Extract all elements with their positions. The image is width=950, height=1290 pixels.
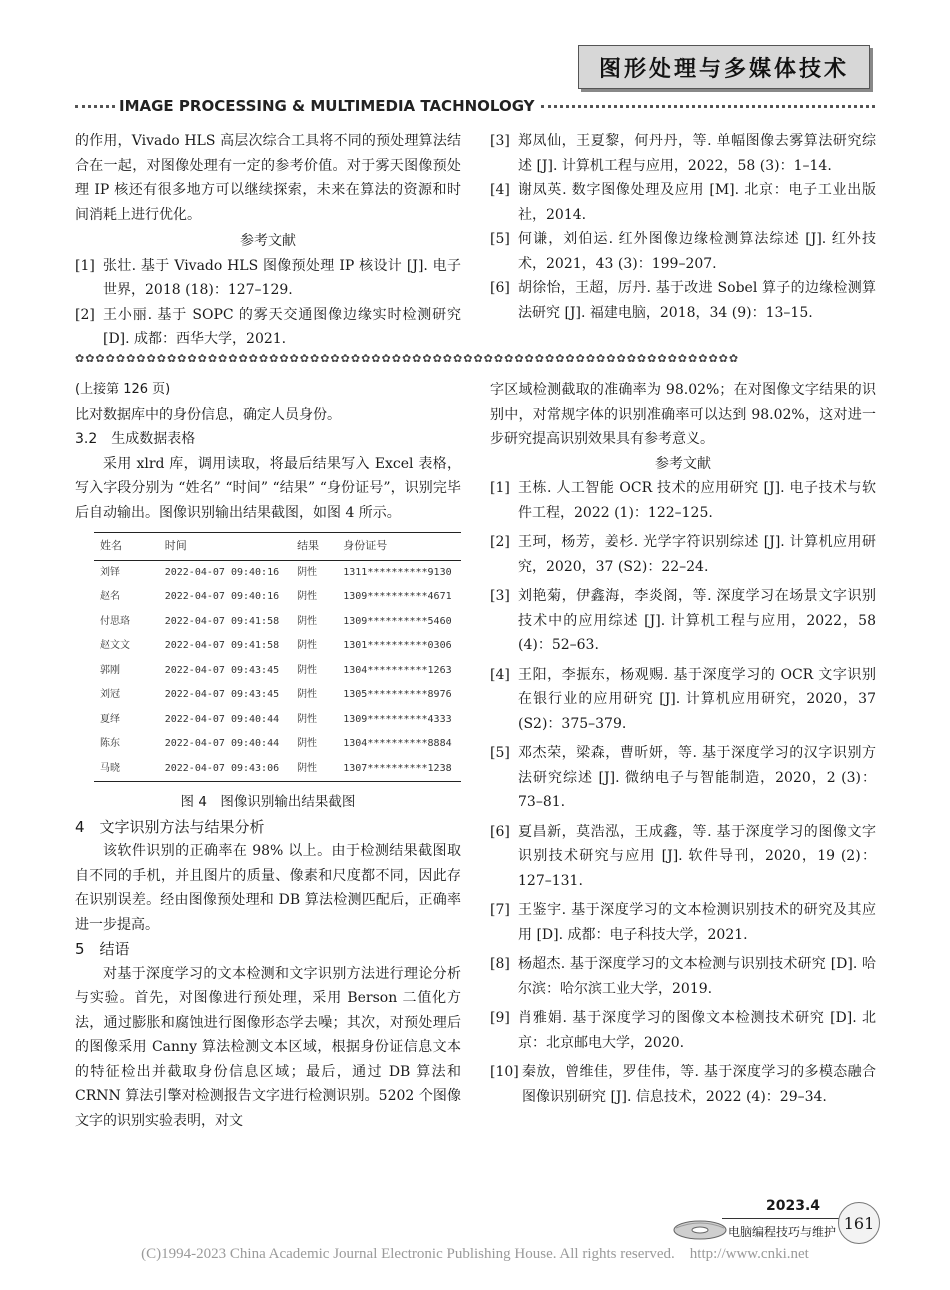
table-row xyxy=(94,560,461,585)
table-cell: 阴性 xyxy=(297,640,318,651)
table-row xyxy=(94,659,461,684)
table-row xyxy=(94,708,461,733)
reference-item: [6] 胡徐怡，王超，厉丹. 基于改进 Sobel 算子的边缘检测算法研究 [J]. 福建电脑，2018，34 (9)：13–15. xyxy=(490,280,876,321)
refs-title: 参考文献 xyxy=(655,455,711,472)
right-column xyxy=(490,378,876,1114)
column-header: 时间 xyxy=(159,533,291,561)
issue-date: 2023.4 xyxy=(766,1198,821,1214)
column-header: 结果 xyxy=(291,533,337,561)
table-cell: 阴性 xyxy=(297,713,318,725)
table-cell: 阴性 xyxy=(297,591,318,602)
reference-item: [2] 王珂，杨芳，姜杉. 光学字符识别综述 [J]. 计算机应用研究，2020，37 (S2)：22–24. xyxy=(490,534,876,575)
table-cell: 1304**********8884 xyxy=(343,738,452,749)
table-cell: 阴性 xyxy=(291,757,337,782)
top-right-column xyxy=(490,129,876,325)
table-cell: 2022-04-07 09:43:45 xyxy=(164,664,280,676)
reference-item: [1] 王栋. 人工智能 OCR 技术的应用研究 [J]. 电子技术与软件工程，2022 (1)：122–125. xyxy=(490,480,876,521)
table-cell: 刘冠 xyxy=(100,689,120,700)
table-cell: 阴性 xyxy=(297,615,318,627)
intro-text: 比对数据库中的身份信息，确定人员身份。 xyxy=(75,406,341,423)
column-header: 姓名 xyxy=(94,533,159,561)
reference-list xyxy=(490,476,876,1109)
top-left-column xyxy=(75,129,461,352)
table-cell: 2022-04-07 09:40:16 xyxy=(164,591,280,602)
header-dots-right xyxy=(541,105,875,108)
reference-item: [5] 何谦，刘伯运. 红外图像边缘检测算法综述 [J]. 红外技术，2021，43 (3)：199–207. xyxy=(490,231,876,272)
reference-item: [4] 谢凤英. 数字图像处理及应用 [M]. 北京：电子工业出版社，2014. xyxy=(490,182,876,223)
paragraph: 字区域检测截取的准确率为 98.02%；在对图像文字结果的识别中，对常规字体的识别准确率可以达到 98.02%，这对进一步研究提高识别效果具有参考意义。 xyxy=(490,382,876,447)
table-body xyxy=(94,560,461,782)
reference-item: [5] 邓杰荣，梁森，曹昕妍，等. 基于深度学习的汉字识别方法研究综述 [J]. 微纳电子与智能制造，2020，2 (3)：73–81. xyxy=(490,745,876,810)
table-cell: 阴性 xyxy=(297,689,318,700)
table-row xyxy=(94,683,461,708)
reference-item: [7] 王鉴宇. 基于深度学习的文本检测识别技术的研究及其应用 [D]. 成都：电子科技大学，2021. xyxy=(490,902,876,943)
table-cell: 1309**********4333 xyxy=(343,713,452,725)
disc-logo-icon xyxy=(672,1216,732,1242)
table-cell: 2022-04-07 09:43:06 xyxy=(159,757,291,782)
table-cell: 1307**********1238 xyxy=(337,757,461,782)
table-cell: 2022-04-07 09:40:44 xyxy=(164,713,280,725)
continued-note: (上接第 126 页) xyxy=(75,382,171,397)
reference-item: [9] 肖雅娟. 基于深度学习的图像文本检测技术研究 [D]. 北京：北京邮电大学，2020. xyxy=(490,1010,876,1051)
reference-item: [10] 秦放，曾维佳，罗佳伟，等. 基于深度学习的多模态融合图像识别研究 [J]. 信息技术，2022 (4)：29–34. xyxy=(490,1064,876,1105)
table-cell: 赵文文 xyxy=(100,640,130,651)
section-heading: 3.2 生成数据表格 xyxy=(75,431,196,447)
category-title: 图形处理与多媒体技术 xyxy=(578,45,870,89)
header-dots-left xyxy=(75,105,115,108)
table-cell: 2022-04-07 09:40:44 xyxy=(164,738,280,749)
table-cell: 刘铎 xyxy=(100,566,120,578)
paragraph: 该软件识别的正确率在 98% 以上。由于检测结果截图取自不同的手机，并且图片的质量、像素和尺度都不同，因此存在识别误差。经由图像预处理和 DB 算法检测匹配后，正确率进一步提高。 xyxy=(75,843,461,933)
section-heading: 5 结语 xyxy=(75,940,130,958)
results-table xyxy=(94,532,461,782)
table-cell: 陈东 xyxy=(100,738,120,749)
table-cell: 马晓 xyxy=(94,757,159,782)
footer-divider xyxy=(722,1218,842,1219)
table-cell: 2022-04-07 09:40:16 xyxy=(164,566,280,578)
table-row xyxy=(94,757,461,782)
table-cell: 付思珞 xyxy=(100,615,130,627)
table-cell: 1311**********9130 xyxy=(343,566,452,578)
section-heading: 4 文字识别方法与结果分析 xyxy=(75,817,265,836)
reference-item: [4] 王阳，李振东，杨观赐. 基于深度学习的 OCR 文字识别在银行业的应用研究 [J]. 计算机应用研究，2020，37 (S2)：375–379. xyxy=(490,666,876,732)
table-cell: 郭刚 xyxy=(100,664,120,676)
table-cell: 阴性 xyxy=(297,566,318,578)
table-row xyxy=(94,634,461,659)
table-cell: 赵名 xyxy=(100,591,120,602)
table-header-row xyxy=(94,533,461,561)
table-cell: 阴性 xyxy=(297,664,318,676)
reference-item: [3] 刘艳菊，伊鑫海，李炎阁，等. 深度学习在场景文字识别技术中的应用综述 [J]. 计算机工程与应用，2022，58 (4)：52–63. xyxy=(490,588,876,653)
table-cell: 阴性 xyxy=(297,738,318,749)
article-separator: ✿✿✿✿✿✿✿✿✿✿✿✿✿✿✿✿✿✿✿✿✿✿✿✿✿✿✿✿✿✿✿✿✿✿✿✿✿✿✿✿✿✿✿✿✿✿✿✿✿✿✿✿✿✿✿✿✿✿✿✿✿✿✿✿✿ xyxy=(75,354,740,364)
table-cell: 夏绎 xyxy=(100,713,120,725)
table-row xyxy=(94,732,461,757)
table-cell: 2022-04-07 09:43:45 xyxy=(164,689,280,700)
table-cell: 1305**********8976 xyxy=(343,689,452,700)
table-cell: 2022-04-07 09:41:58 xyxy=(164,615,280,627)
page-number: 161 xyxy=(838,1202,880,1244)
figure-caption: 图 4 图像识别输出结果截图 xyxy=(180,794,356,810)
category-title-en: IMAGE PROCESSING & MULTIMEDIA TACHNOLOGY xyxy=(119,97,535,115)
column-header: 身份证号 xyxy=(337,533,461,561)
left-column xyxy=(75,378,461,1133)
reference-item: [1] 张壮. 基于 Vivado HLS 图像预处理 IP 核设计 [J]. 电子世界，2018 (18)：127–129. xyxy=(75,257,461,298)
copyright-notice: (C)1994-2023 China Academic Journal Electronic Publishing House. All rights reserved. http://www.cnki.net xyxy=(141,1246,809,1262)
section-header xyxy=(75,97,875,115)
paragraph: 对基于深度学习的文本检测和文字识别方法进行理论分析与实验。首先，对图像进行预处理，采用 Berson 二值化方法，通过膨胀和腐蚀进行图像形态学去噪；其次，对预处理后的图像采用 Canny 算法检测文本区域，根据身份证信息文本的特征检出并截取身份信息区域；最后，通过 DB 算法和 CRNN 算法引擎对检测报告文字进行检测识别。5202 个图像文字的识别实验表明，对文 xyxy=(75,965,461,1129)
paragraph-end: 的作用，Vivado HLS 高层次综合工具将不同的预处理算法结合在一起，对图像处理有一定的参考价值。对于雾天图像预处理 IP 核还有很多地方可以继续探索，未来在算法的资源和时间消耗上进行优化。 xyxy=(75,133,461,223)
table-row xyxy=(94,585,461,610)
reference-item: [6] 夏昌新，莫浩泓，王成鑫，等. 基于深度学习的图像文字识别技术研究与应用 [J]. 软件导刊，2020，19 (2)：127–131. xyxy=(490,823,876,889)
table-cell: 2022-04-07 09:41:58 xyxy=(164,640,280,651)
table-cell: 1304**********1263 xyxy=(343,664,452,676)
figure-4 xyxy=(94,532,461,815)
table-cell: 1309**********5460 xyxy=(343,615,452,627)
paragraph: 采用 xlrd 库，调用读取，将最后结果写入 Excel 表格，写入字段分别为 “姓名” “时间” “结果” “身份证号”，识别完毕后自动输出。图像识别输出结果截图，如图 4 所示。 xyxy=(75,455,461,521)
reference-item: [3] 郑凤仙，王夏黎，何丹丹，等. 单幅图像去雾算法研究综述 [J]. 计算机工程与应用，2022，58 (3)：1–14. xyxy=(490,133,876,174)
reference-item: [2] 王小丽. 基于 SOPC 的雾天交通图像边缘实时检测研究 [D]. 成都：西华大学，2021. xyxy=(75,306,461,347)
table-row xyxy=(94,610,461,635)
journal-name: 电脑编程技巧与维护 xyxy=(728,1225,837,1239)
reference-item: [8] 杨超杰. 基于深度学习的文本检测与识别技术研究 [D]. 哈尔滨：哈尔滨工业大学，2019. xyxy=(490,956,876,997)
table-cell: 1301**********0306 xyxy=(343,640,452,651)
table-cell: 1309**********4671 xyxy=(343,591,452,602)
refs-title: 参考文献 xyxy=(240,233,296,249)
